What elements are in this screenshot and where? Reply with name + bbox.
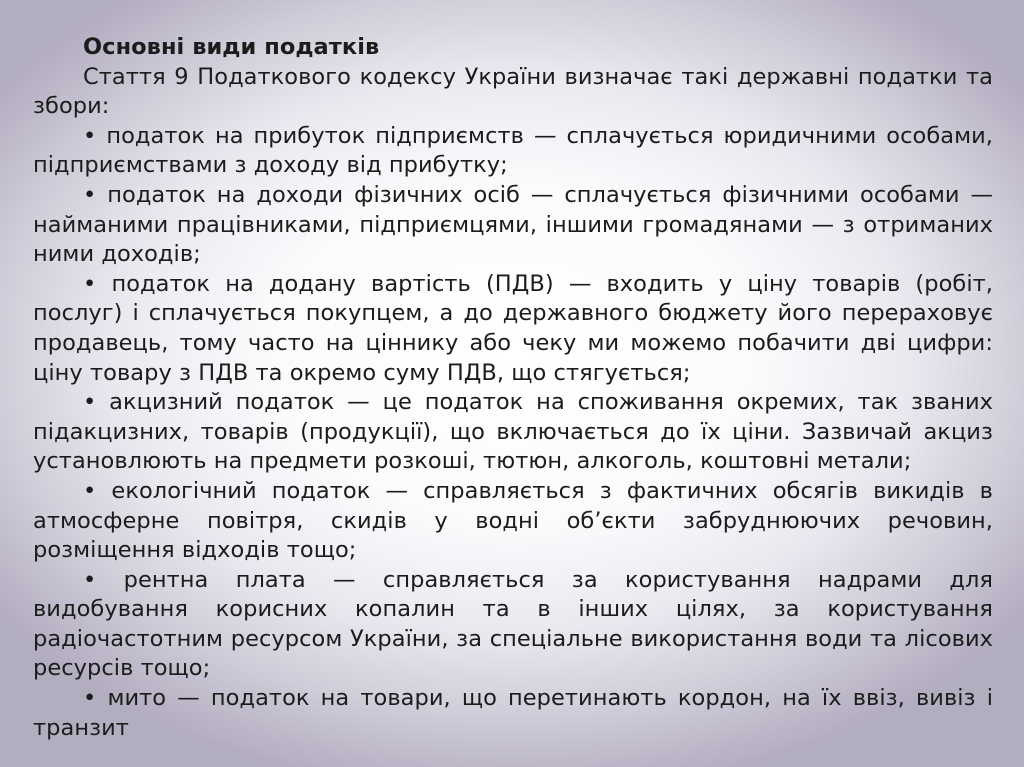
list-item-ecological-tax: • екологічний податок — справляється з фактичних обсягів викидів в атмосферне повітря, скидів у водні об’єкти забруднюючих речовин, розміщення відходів тощо; (33, 477, 993, 564)
text-block (33, 33, 993, 743)
list-item-income-tax: • податок на доходи фізичних осіб — сплачується фізичними особами — найманими працівниками, підприємцями, іншими громадянами — з отриманих ними доходів; (33, 181, 993, 268)
list-item-customs-duty: • мито — податок на товари, що перетинають кордон, на їх ввіз, вивіз і транзит (33, 685, 993, 741)
list-item-vat: • податок на додану вартість (ПДВ) — входить у ціну товарів (робіт, послуг) і сплачується покупцем, а до державного бюджету його перераховує продавець, тому часто на ціннику або чеку ми можемо побачити дві цифри: ціну товару з ПДВ та окремо суму ПДВ, що стягується; (33, 270, 993, 386)
list-item-profit-tax: • податок на прибуток підприємств — сплачується юридичними особами, підприємствами з доходу від прибутку; (33, 122, 993, 179)
list-item-excise-tax: • акцизний податок — це податок на споживання окремих, так званих підакцизних, товарів (продукції), що включається до їх ціни. Зазвичай акциз установлюють на предмети розкоші, тютюн, алкоголь, коштовні метали; (33, 389, 993, 475)
list-item-rent-payment: • рентна плата — справляється за користування надрами для видобування корисних копалин та в інших цілях, за користування радіочастотним ресурсом України, за спеціальне використання води та лісових ресурсів тощо; (33, 566, 993, 682)
page-title: Основні види податків (83, 34, 380, 60)
intro-paragraph: Стаття 9 Податкового кодексу України визначає такі державні податки та збори: (33, 63, 993, 120)
